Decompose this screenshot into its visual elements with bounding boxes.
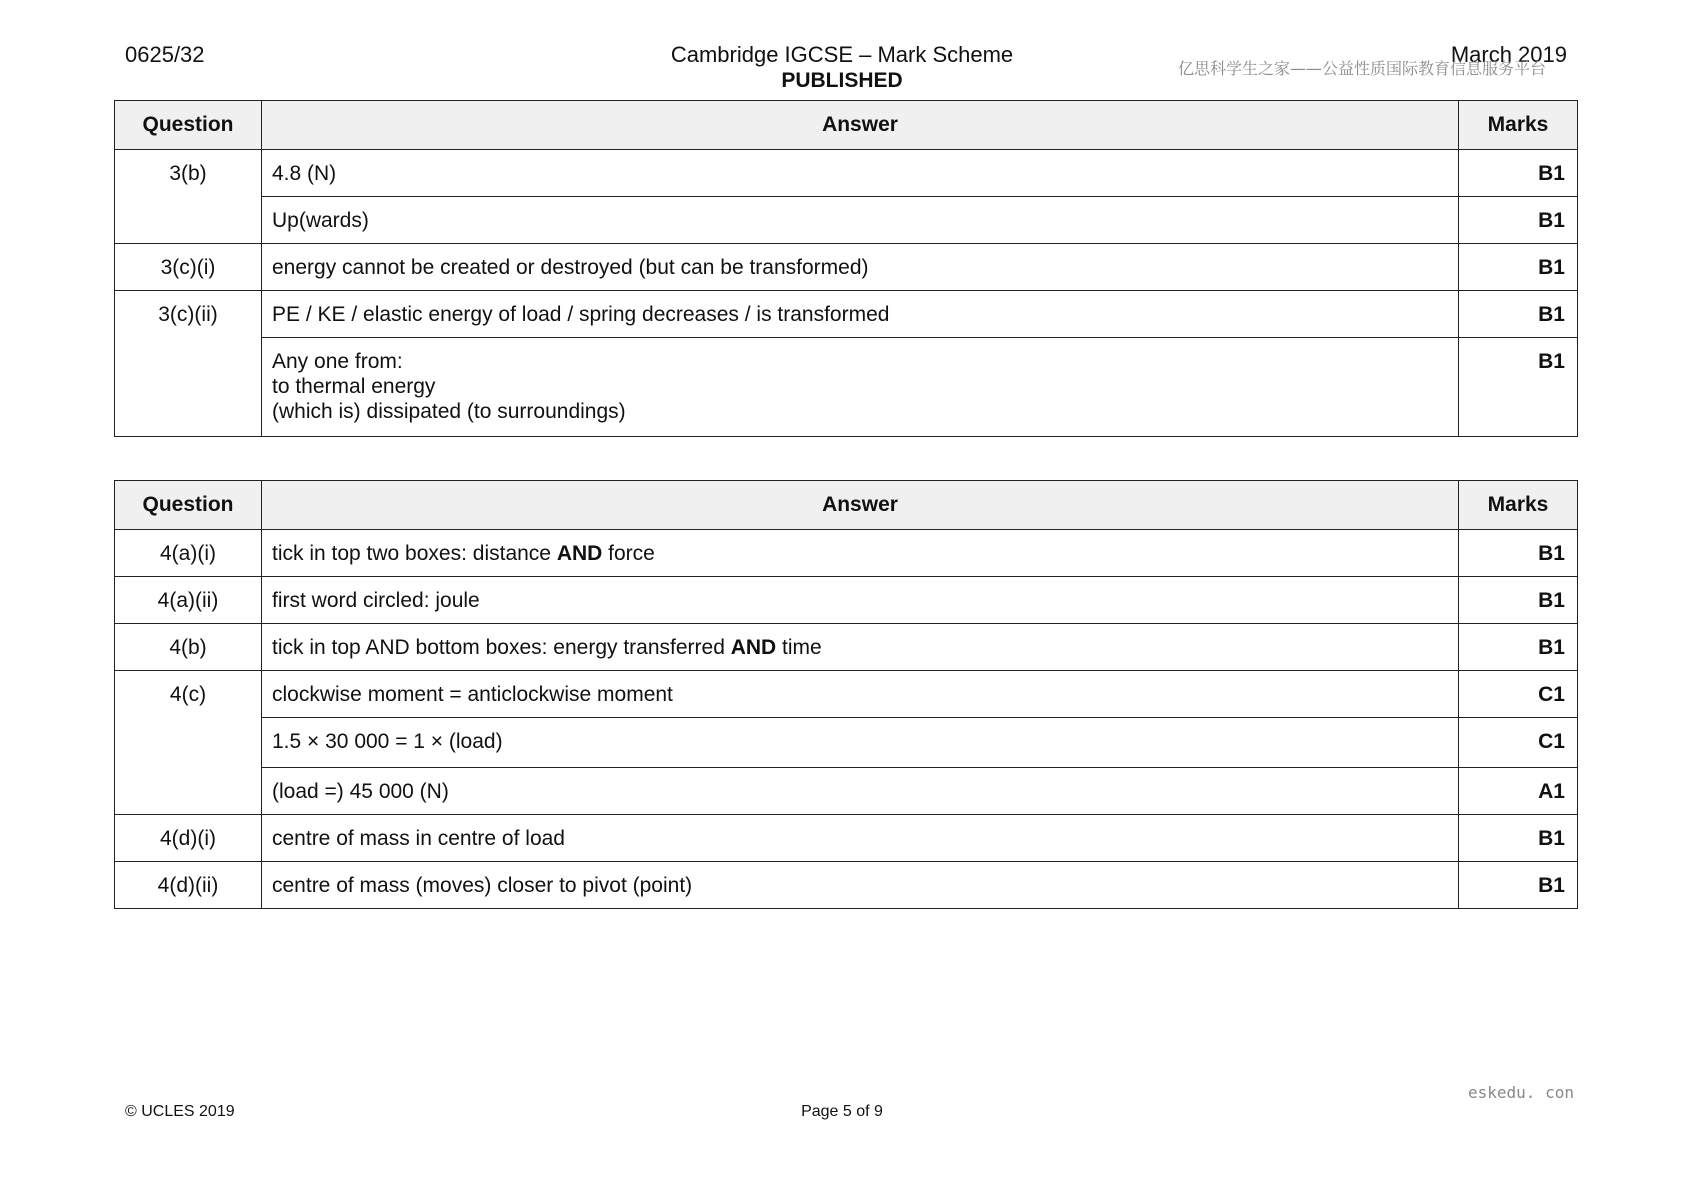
marks-cell: A1: [1459, 768, 1578, 815]
answer-cell: energy cannot be created or destroyed (but can be transformed): [262, 244, 1459, 291]
table-row: [115, 150, 1578, 197]
answer-text: force: [602, 542, 655, 565]
table-row: [115, 244, 1578, 291]
answer-cell: centre of mass (moves) closer to pivot (point): [262, 862, 1459, 909]
marks-header: Marks: [1459, 101, 1578, 150]
mark-scheme-table-2: [114, 480, 1578, 909]
answer-cell: [262, 338, 1459, 437]
table-header-row: [115, 481, 1578, 530]
question-header: Question: [115, 101, 262, 150]
marks-cell: B1: [1459, 577, 1578, 624]
question-number: 4(a)(ii): [115, 577, 262, 624]
table-row: [115, 338, 1578, 437]
site-watermark: eskedu. con: [1468, 1083, 1574, 1102]
marks-cell: B1: [1459, 244, 1578, 291]
marks-cell: B1: [1459, 624, 1578, 671]
question-number: 4(a)(i): [115, 530, 262, 577]
question-number: 4(c): [115, 671, 262, 815]
title-text: Cambridge IGCSE – Mark Scheme: [670, 42, 1014, 67]
answer-header: Answer: [262, 101, 1459, 150]
answer-cell: PE / KE / elastic energy of load / spring decreases / is transformed: [262, 291, 1459, 338]
marks-cell: B1: [1459, 815, 1578, 862]
marks-cell: B1: [1459, 862, 1578, 909]
answer-line: (which is) dissipated (to surroundings): [272, 400, 626, 423]
question-number: 4(b): [115, 624, 262, 671]
answer-cell: first word circled: joule: [262, 577, 1459, 624]
marks-cell: B1: [1459, 197, 1578, 244]
published-label: PUBLISHED: [781, 69, 903, 92]
exam-date: March 2019: [1450, 42, 1567, 67]
paper-code: 0625/32: [125, 42, 205, 67]
answer-cell: (load =) 45 000 (N): [262, 768, 1459, 815]
table-row: [115, 197, 1578, 244]
table-row: [115, 718, 1578, 768]
mark-scheme-table-1: [114, 100, 1578, 437]
marks-cell: B1: [1459, 291, 1578, 338]
table-row: [115, 577, 1578, 624]
answer-cell: [262, 624, 1459, 671]
question-number: 3(c)(i): [115, 244, 262, 291]
question-number: 4(d)(ii): [115, 862, 262, 909]
copyright-text: © UCLES 2019: [125, 1103, 235, 1120]
answer-line: Any one from:: [272, 350, 403, 373]
marks-cell: C1: [1459, 718, 1578, 768]
table-row: [115, 862, 1578, 909]
answer-line: to thermal energy: [272, 375, 436, 398]
answer-cell: 4.8 (N): [262, 150, 1459, 197]
question-number: 3(c)(ii): [115, 291, 262, 437]
answer-text: tick in top two boxes: distance: [272, 542, 557, 565]
answer-text: time: [776, 636, 822, 659]
table-header-row: [115, 101, 1578, 150]
question-header: Question: [115, 481, 262, 530]
answer-emphasis: AND: [556, 542, 603, 565]
watermark-text: 亿思科学生之家——公益性质国际教育信息服务平台: [1178, 59, 1547, 78]
answer-cell: [262, 530, 1459, 577]
table-row: [115, 624, 1578, 671]
marks-header: Marks: [1459, 481, 1578, 530]
marks-cell: B1: [1459, 150, 1578, 197]
table-row: [115, 815, 1578, 862]
answer-header: Answer: [262, 481, 1459, 530]
answer-text: tick in top AND bottom boxes: energy transferred: [272, 636, 731, 659]
marks-cell: C1: [1459, 671, 1578, 718]
table-row: [115, 671, 1578, 718]
answer-cell: clockwise moment = anticlockwise moment: [262, 671, 1459, 718]
table-row: [115, 530, 1578, 577]
answer-cell: 1.5 × 30 000 = 1 × (load): [262, 718, 1459, 768]
answer-emphasis: AND: [730, 636, 777, 659]
answer-cell: centre of mass in centre of load: [262, 815, 1459, 862]
marks-cell: B1: [1459, 530, 1578, 577]
question-number: 3(b): [115, 150, 262, 244]
answer-cell: Up(wards): [262, 197, 1459, 244]
question-number: 4(d)(i): [115, 815, 262, 862]
marks-cell: B1: [1459, 338, 1578, 437]
page-number: Page 5 of 9: [801, 1103, 883, 1120]
table-row: [115, 768, 1578, 815]
table-row: [115, 291, 1578, 338]
